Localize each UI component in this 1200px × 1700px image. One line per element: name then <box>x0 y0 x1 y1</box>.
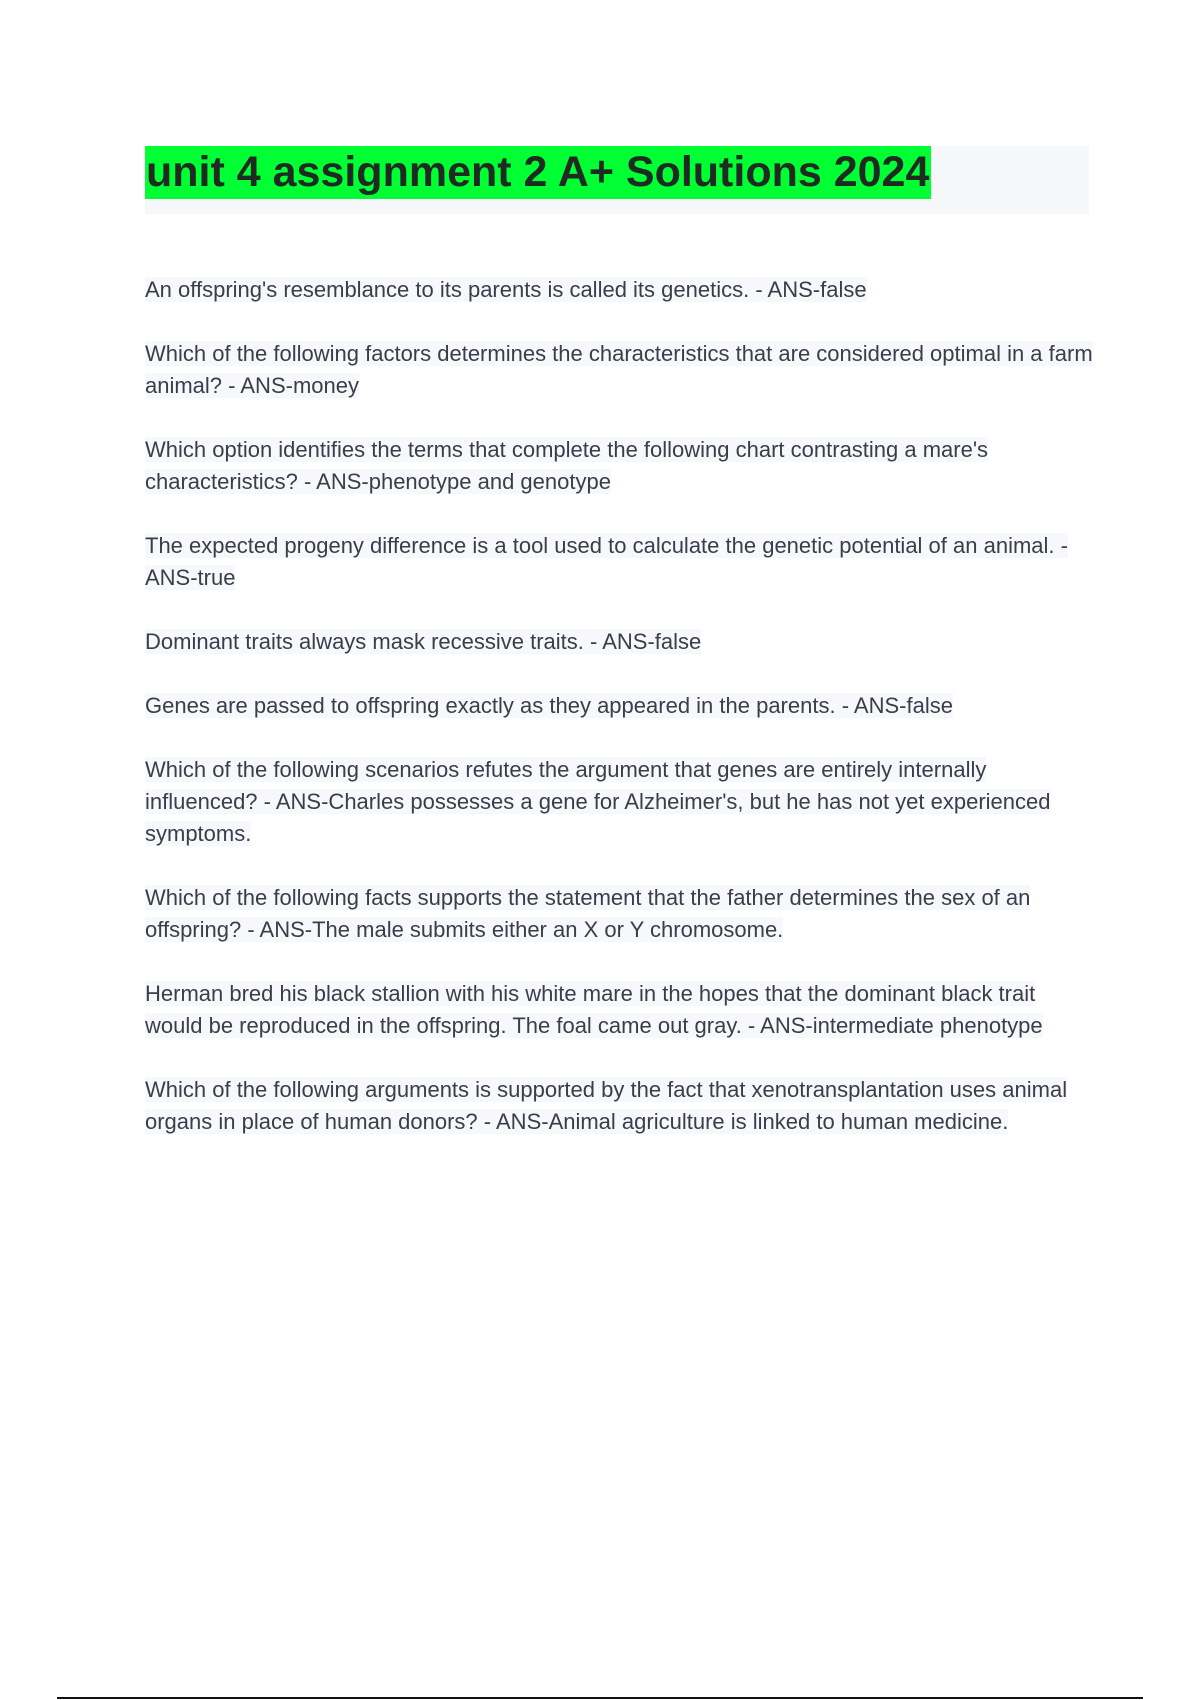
qa-text: Dominant traits always mask recessive traits. - ANS-false <box>145 629 702 654</box>
qa-text: Which of the following scenarios refutes the argument that genes are entirely internally influenced? - ANS-Charles possesses a gene for Alzheimer's, but he has not yet experienced symptoms. <box>145 757 1051 846</box>
qa-item <box>145 274 1095 306</box>
document-title: unit 4 assignment 2 A+ Solutions 2024 <box>145 146 931 199</box>
qa-item <box>145 1074 1095 1138</box>
qa-text: Which of the following facts supports the statement that the father determines the sex of an offspring? - ANS-The male submits either an X or Y chromosome. <box>145 885 1031 942</box>
qa-text: Which of the following factors determines the characteristics that are considered optimal in a farm animal? - ANS-money <box>145 341 1093 398</box>
qa-item <box>145 754 1095 850</box>
qa-text: Genes are passed to offspring exactly as they appeared in the parents. - ANS-false <box>145 693 953 718</box>
qa-text: Which of the following arguments is supported by the fact that xenotransplantation uses animal organs in place of human donors? - ANS-Animal agriculture is linked to human medicine. <box>145 1077 1068 1134</box>
qa-item <box>145 530 1095 594</box>
qa-item <box>145 978 1095 1042</box>
qa-text: The expected progeny difference is a tool used to calculate the genetic potential of an animal. - ANS-true <box>145 533 1068 590</box>
qa-text: An offspring's resemblance to its parents is called its genetics. - ANS-false <box>145 277 867 302</box>
title-band <box>145 146 1089 214</box>
qa-item <box>145 626 1095 658</box>
qa-item <box>145 434 1095 498</box>
qa-item <box>145 882 1095 946</box>
footer-rule <box>57 1697 1143 1699</box>
qa-item <box>145 690 1095 722</box>
qa-text: Herman bred his black stallion with his white mare in the hopes that the dominant black trait would be reproduced in the offspring. The foal came out gray. - ANS-intermediate phenotype <box>145 981 1043 1038</box>
qa-list <box>145 274 1095 1170</box>
qa-item <box>145 338 1095 402</box>
qa-text: Which option identifies the terms that complete the following chart contrasting a mare's characteristics? - ANS-phenotype and genotype <box>145 437 989 494</box>
